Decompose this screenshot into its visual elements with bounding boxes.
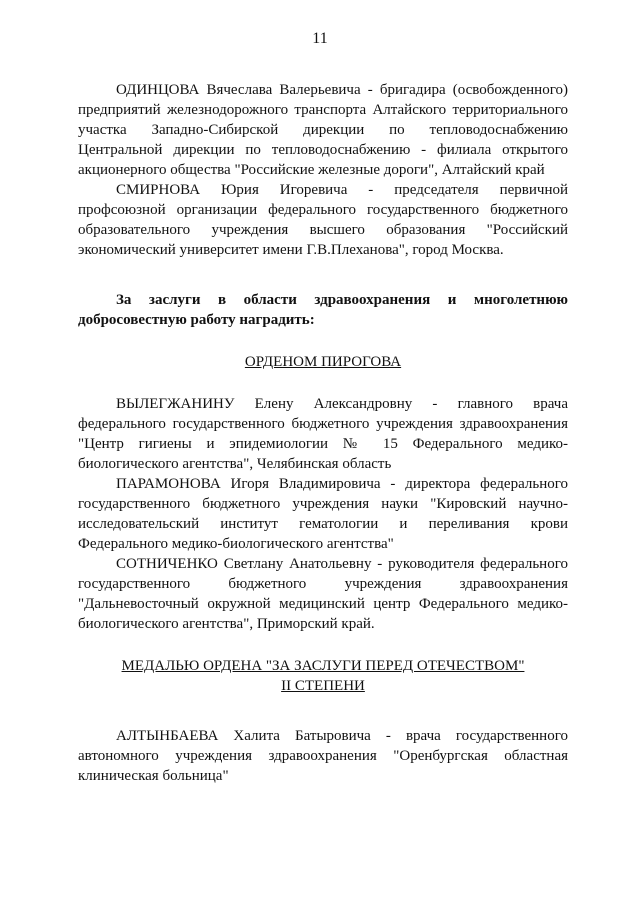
award-lead-paragraph: За заслуги в области здравоохранения и многолетнюю добросовестную работу наградить:	[78, 292, 568, 328]
award-entry-altynbaev: АЛТЫНБАЕВА Халита Батыровича - врача государственного автономного учреждения здравоохранения "Оренбургская областная клиническая больница"	[78, 728, 568, 784]
award-entry-sotnichenko: СОТНИЧЕНКО Светлану Анатольевну - руководителя федерального государственного бюджетного учреждения здравоохранения "Дальневосточный окружной медицинский центр Федерального медико-биологического агентства", Приморский край.	[78, 556, 568, 632]
award-entry-paramonov: ПАРАМОНОВА Игоря Владимировича - директора федерального государственного бюджетного учреждения науки "Кировский научно-исследовательский институт гематологии и переливания крови Федерального медико-биологического агентства"	[78, 476, 568, 552]
award-heading-medal-line2: II СТЕПЕНИ	[281, 678, 365, 694]
award-entry-smirnov: СМИРНОВА Юрия Игоревича - председателя первичной профсоюзной организации федерального государственного бюджетного образовательного учреждения высшего образования "Российский экономический университет имени Г.В.Плеханова", город Москва.	[78, 182, 568, 258]
award-entry-vylegzhanina: ВЫЛЕГЖАНИНУ Елену Александровну - главного врача федерального государственного бюджетного учреждения здравоохранения "Центр гигиены и эпидемиологии № 15 Федерального медико-биологического агентства", Челябинская область	[78, 396, 568, 472]
page-number: 11	[312, 30, 328, 47]
award-heading-medal-line1: МЕДАЛЬЮ ОРДЕНА "ЗА ЗАСЛУГИ ПЕРЕД ОТЕЧЕСТВОМ"	[121, 658, 525, 674]
award-heading-pirogov-order: ОРДЕНОМ ПИРОГОВА	[244, 354, 402, 370]
award-entry-odintsov: ОДИНЦОВА Вячеслава Валерьевича - бригадира (освобожденного) предприятий железнодорожного транспорта Алтайского территориального участка Западно-Сибирской дирекции по тепловодоснабжению Центральной дирекции по тепловодоснабжению - филиала открытого акционерного общества "Российские железные дороги", Алтайский край	[78, 82, 568, 178]
document-body	[78, 80, 568, 786]
